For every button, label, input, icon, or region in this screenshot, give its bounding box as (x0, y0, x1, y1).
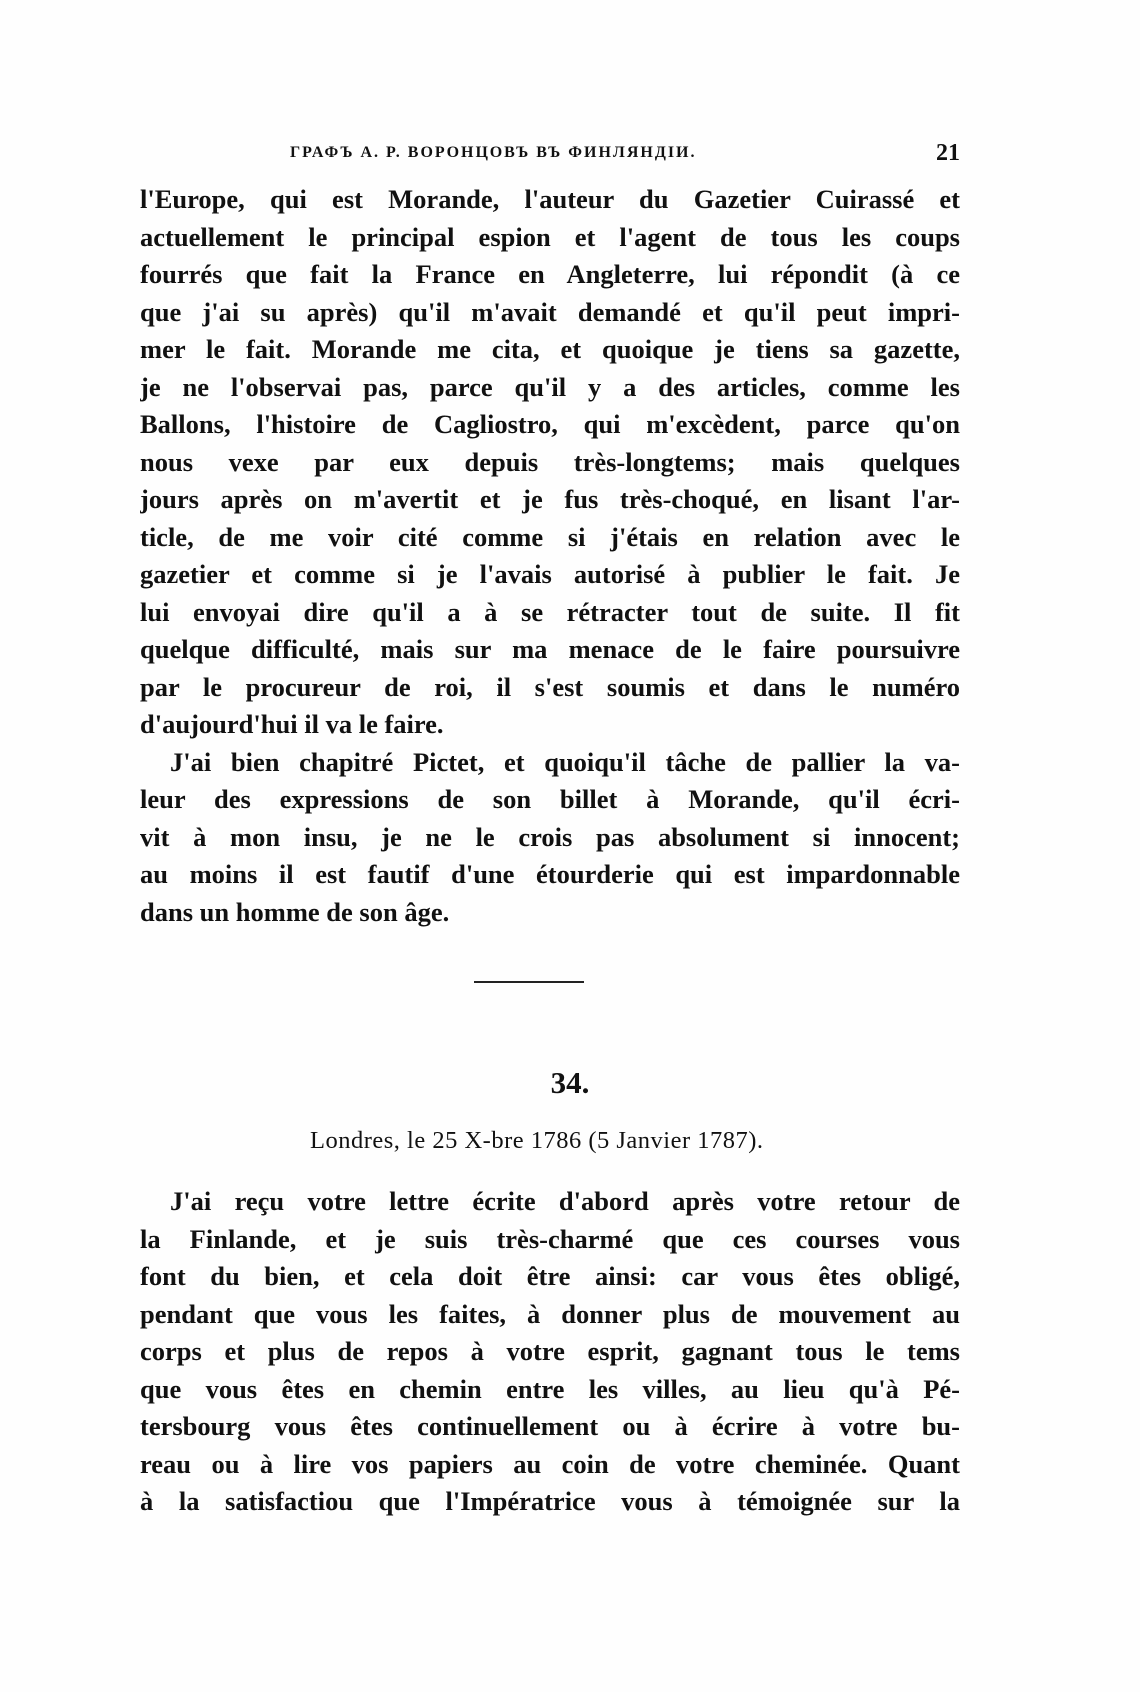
text-line: gazetier et comme si je l'avais autorisé à publier le fait. Je (140, 559, 960, 589)
paragraph (140, 744, 960, 932)
text-line: dans un homme de son âge. (140, 896, 450, 927)
letter-text-continued (140, 181, 960, 931)
text-line: je ne l'observai pas, parce qu'il y a des articles, comme les (140, 371, 960, 402)
text-line: quelque difficulté, mais sur ma menace de le faire poursuivre (140, 634, 960, 664)
text-line: que vous êtes en chemin entre les villes, au lieu qu'à Pé- (140, 1373, 960, 1404)
text-line: Ballons, l'histoire de Cagliostro, qui m'excèdent, parce qu'on (140, 409, 960, 439)
running-head (140, 140, 960, 170)
text-line: J'ai bien chapitré Pictet, et quoiqu'il tâche de pallier la va- (170, 746, 960, 777)
text-line: d'aujourd'hui il va le faire. (140, 709, 444, 739)
text-line: au moins il est fautif d'une étourderie qui est impardonnable (140, 859, 960, 889)
text-line: vit à mon insu, je ne le crois pas absolument si innocent; (140, 821, 960, 852)
text-line: J'ai reçu votre lettre écrite d'abord après votre retour de (170, 1186, 960, 1216)
text-line: nous vexe par eux depuis très-longtems; mais quelques (140, 446, 960, 477)
text-line: actuellement le principal espion et l'agent de tous les coups (140, 221, 960, 252)
text-line: par le procureur de roi, il s'est soumis et dans le numéro (140, 671, 960, 702)
letter-number: 34. (550, 1065, 590, 1100)
letter-text (140, 1183, 960, 1521)
text-line: reau ou à lire vos papiers au coin de votre cheminée. Quant (140, 1448, 960, 1479)
text-line: leur des expressions de son billet à Morande, qu'il écri- (140, 784, 960, 814)
text-line: jours après on m'avertit et je fus très-choqué, en lisant l'ar- (140, 484, 960, 514)
text-line: lui envoyai dire qu'il a à se rétracter tout de suite. Il fit (140, 596, 960, 627)
text-line: à la satisfactiou que l'Impératrice vous à témoignée sur la (140, 1486, 960, 1516)
text-line: que j'ai su après) qu'il m'avait demandé et qu'il peut impri- (140, 296, 960, 327)
text-line: fourrés que fait la France en Angleterre, lui répondit (à ce (140, 259, 960, 289)
text-line: la Finlande, et je suis très-charmé que ces courses vous (140, 1223, 960, 1254)
text-line: font du bien, et cela doit être ainsi: car vous êtes obligé, (140, 1261, 960, 1291)
paragraph (140, 181, 960, 744)
text-line: mer le fait. Morande me cita, et quoique je tiens sa gazette, (140, 334, 960, 364)
letter-dateline: Londres, le 25 X-bre 1786 (5 Janvier 1787). (310, 1127, 764, 1154)
text-line: l'Europe, qui est Morande, l'auteur du Gazetier Cuirassé et (140, 184, 960, 214)
running-title: ГРАФЪ А. Р. ВОРОНЦОВЪ ВЪ ФИНЛЯНДІИ. (290, 144, 697, 161)
page-number: 21 (936, 140, 960, 166)
paragraph (140, 1183, 960, 1521)
section-separator (474, 981, 584, 983)
text-line: corps et plus de repos à votre esprit, gagnant tous le tems (140, 1336, 960, 1366)
text-line: pendant que vous les faites, à donner plus de mouvement au (140, 1298, 960, 1329)
text-line: tersbourg vous êtes continuellement ou à écrire à votre bu- (140, 1411, 960, 1441)
text-line: ticle, de me voir cité comme si j'étais en relation avec le (140, 521, 960, 552)
